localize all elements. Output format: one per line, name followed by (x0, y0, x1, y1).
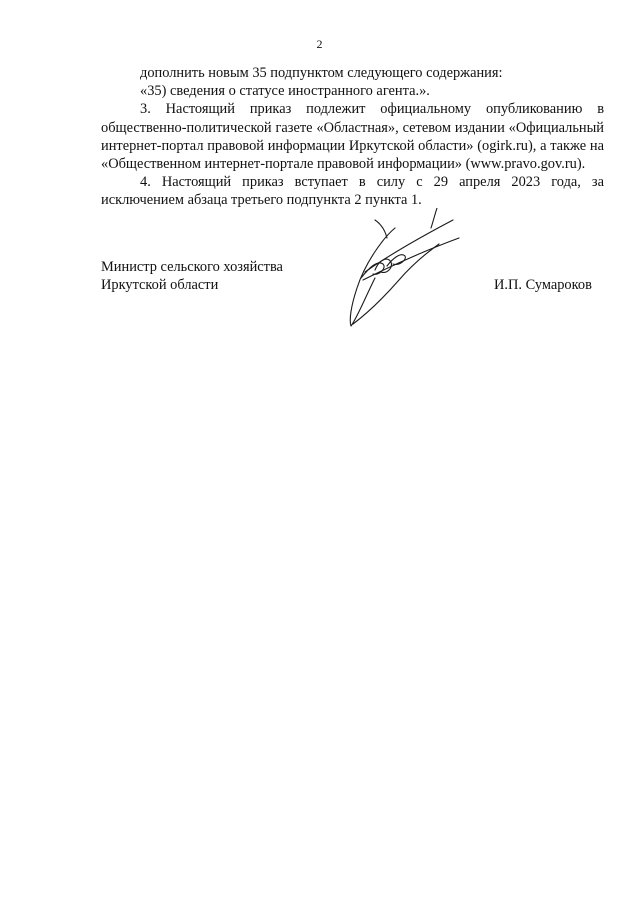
paragraph-item-4: 4. Настоящий приказ вступает в силу с 29 апреля 2023 года, за исключением абзаца третьего подпункта 2 пункта 1. (101, 174, 604, 209)
paragraph-continuation: дополнить новым 35 подпунктом следующего содержания: (140, 65, 503, 81)
document-body (101, 64, 604, 210)
paragraph-item-3: 3. Настоящий приказ подлежит официальному опубликованию в общественно-политической газете «Областная», сетевом издании «Официальный интернет-портал правовой информации Иркутской области» (ogirk.ru), а также на «Общественном интернет-портале правовой информации» (www.pravo.gov.ru). (101, 101, 604, 173)
page-number: 2 (316, 37, 323, 51)
signer-name: И.П. Сумароков (494, 277, 592, 293)
paragraph-quote: «35) сведения о статусе иностранного агента.». (140, 83, 430, 100)
signer-position-line-1: Министр сельского хозяйства (101, 259, 283, 275)
signer-position (101, 258, 283, 294)
handwritten-signature (335, 208, 465, 333)
signer-position-line-2: Иркутской области (101, 277, 219, 293)
